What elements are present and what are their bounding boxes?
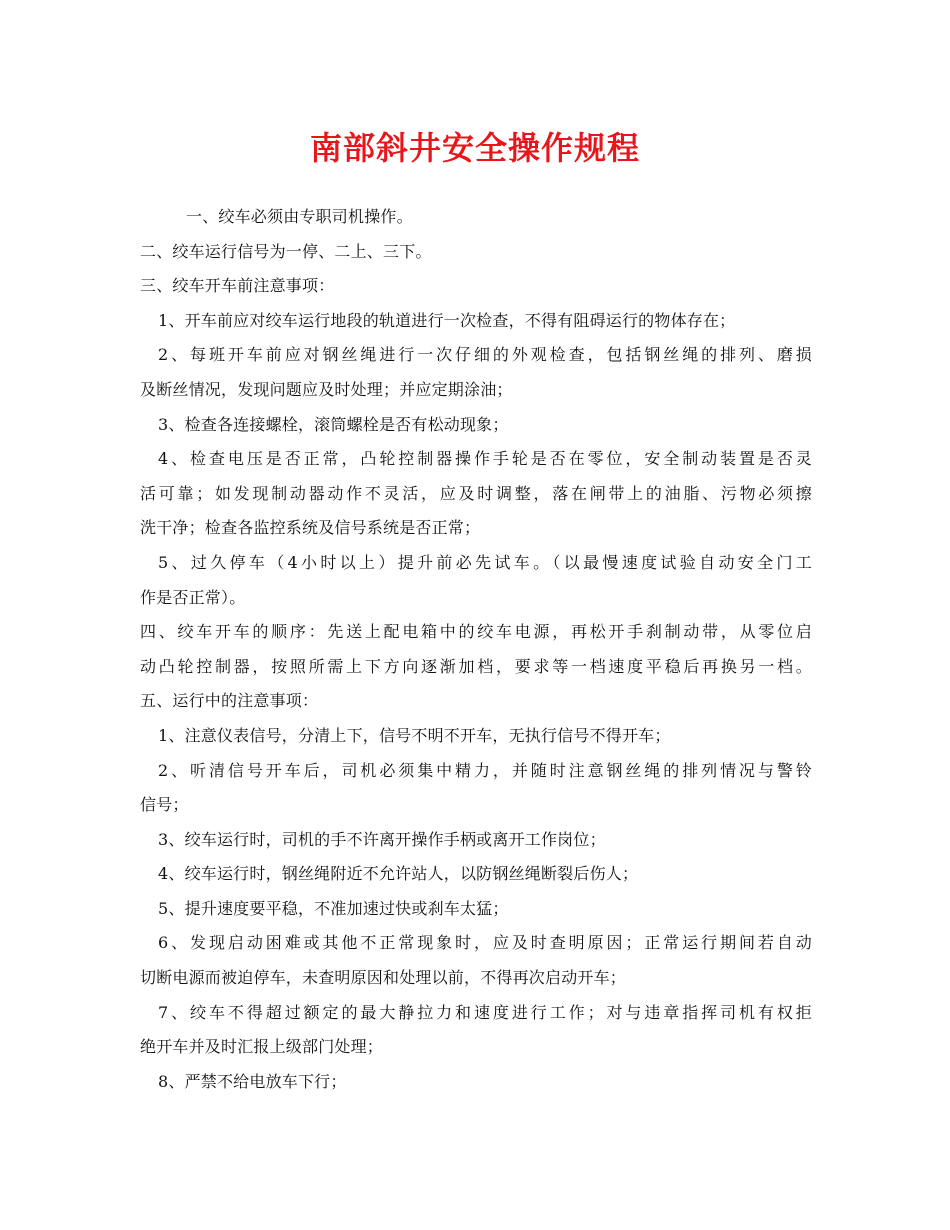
section-5-item-4: 4、绞车运行时，钢丝绳附近不允许站人，以防钢丝绳断裂后伤人； <box>158 864 639 884</box>
section-5-item-7-line-1: 7、绞车不得超过额定的最大静拉力和速度进行工作；对与违章指挥司机有权拒 <box>158 1002 812 1022</box>
section-3-item-4-line-3: 洗干净；检查各监控系统及信号系统是否正常； <box>140 518 481 538</box>
section-3-item-1: 1、开车前应对绞车运行地段的轨道进行一次检查，不得有阻碍运行的物体存在； <box>158 310 736 330</box>
section-4-line-1: 四、绞车开车的顺序：先送上配电箱中的绞车电源，再松开手刹制动带，从零位启 <box>140 622 812 642</box>
section-3-heading: 三、绞车开车前注意事项： <box>140 276 335 296</box>
section-5-item-5: 5、提升速度要平稳，不准加速过快或刹车太猛； <box>158 898 509 918</box>
section-4-line-2: 动凸轮控制器，按照所需上下方向逐渐加档，要求等一档速度平稳后再换另一档。 <box>140 656 812 676</box>
section-5-heading: 五、运行中的注意事项： <box>140 691 319 711</box>
section-5-item-2-line-1: 2、听清信号开车后，司机必须集中精力，并随时注意钢丝绳的排列情况与警铃 <box>158 760 812 780</box>
section-5-item-1: 1、注意仪表信号，分清上下，信号不明不开车，无执行信号不得开车； <box>158 725 671 745</box>
section-5-item-2-line-2: 信号； <box>140 795 189 815</box>
section-3-item-3: 3、检查各连接螺栓，滚筒螺栓是否有松动现象； <box>158 414 509 434</box>
section-3-item-5-line-1: 5、过久停车（4小时以上）提升前必先试车。（以最慢速度试验自动安全门工 <box>158 552 812 572</box>
section-1-line: 一、绞车必须由专职司机操作。 <box>186 207 413 226</box>
section-5-item-6-line-2: 切断电源而被迫停车，未查明原因和处理以前，不得再次启动开车； <box>140 968 627 988</box>
section-3-item-2-line-2: 及断丝情况，发现问题应及时处理；并应定期涂油； <box>140 379 513 399</box>
section-2-line: 二、绞车运行信号为一停、二上、三下。 <box>140 241 432 261</box>
document-title: 南部斜井安全操作规程 <box>309 129 640 167</box>
section-3-item-4-line-1: 4、检查电压是否正常，凸轮控制器操作手轮是否在零位，安全制动装置是否灵 <box>158 449 812 469</box>
section-3-item-5-line-2: 作是否正常）。 <box>140 587 246 607</box>
section-5-item-3: 3、绞车运行时，司机的手不许离开操作手柄或离开工作岗位； <box>158 829 606 849</box>
section-5-item-8: 8、严禁不给电放车下行； <box>158 1071 347 1091</box>
document-body <box>140 200 812 1099</box>
section-5-item-7-line-2: 绝开车并及时汇报上级部门处理； <box>140 1037 384 1057</box>
section-3-item-2-line-1: 2、每班开车前应对钢丝绳进行一次仔细的外观检查，包括钢丝绳的排列、磨损 <box>158 345 812 365</box>
section-5-item-6-line-1: 6、发现启动困难或其他不正常现象时，应及时查明原因；正常运行期间若自动 <box>158 933 812 953</box>
section-3-item-4-line-2: 活可靠；如发现制动器动作不灵活，应及时调整，落在闸带上的油脂、污物必须擦 <box>140 483 812 503</box>
